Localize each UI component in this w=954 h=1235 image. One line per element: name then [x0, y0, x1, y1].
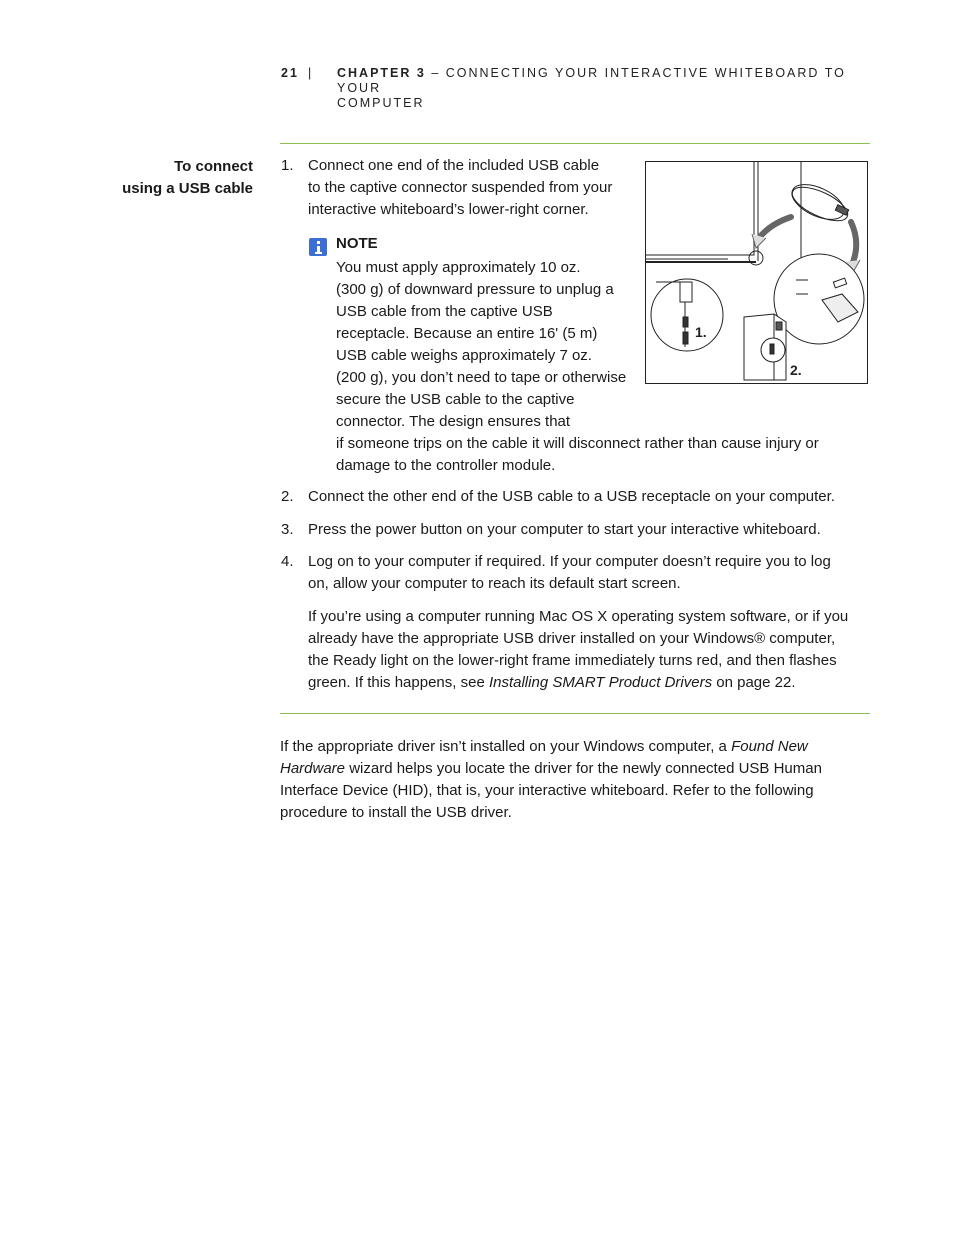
paragraph-line: wizard helps you locate the driver for the newly connected USB Human — [345, 760, 822, 777]
drivers-reference: Installing SMART Product Drivers — [488, 674, 713, 691]
paragraph-line: the Ready light on the lower-right frame immediately turns red, and then flashes — [308, 652, 837, 669]
step-3-number: 3. — [281, 521, 294, 538]
note-line: You must apply approximately 10 oz. — [336, 259, 581, 276]
paragraph-line: already have the appropriate USB driver installed on your Windows® computer, — [308, 630, 836, 647]
found-new-hardware-term: Found New — [731, 738, 808, 755]
step-4-line: Log on to your computer if required. If your computer doesn’t require you to log — [308, 553, 831, 570]
paragraph-line: If the appropriate driver isn’t installed on your Windows computer, a — [280, 738, 732, 755]
chapter-title — [337, 66, 877, 111]
paragraph-line-end: on page 22. — [712, 674, 796, 691]
step-4-number: 4. — [281, 553, 294, 570]
step-2-text: Connect the other end of the USB cable to a USB receptacle on your computer. — [308, 488, 835, 505]
figure-label-1: 1. — [695, 324, 707, 340]
step-1-number: 1. — [281, 157, 294, 174]
note-line: damage to the controller module. — [336, 457, 556, 474]
usb-connection-illustration — [645, 161, 868, 384]
header-separator: | — [308, 66, 314, 80]
step-1-line: to the captive connector suspended from your — [308, 179, 613, 196]
step-1-line: Connect one end of the included USB cable — [308, 157, 600, 174]
procedure-title-line1: To connect — [174, 158, 253, 175]
note-line: connector. The design ensures that — [336, 413, 571, 430]
section-rule-bottom — [280, 713, 870, 714]
procedure-title — [60, 156, 253, 200]
step-1-text — [308, 155, 638, 221]
chapter-title-rest: – CONNECTING YOUR INTERACTIVE WHITEBOARD TO YOUR — [337, 66, 846, 95]
step-2-number: 2. — [281, 488, 294, 505]
note-line: secure the USB cable to the captive — [336, 391, 575, 408]
note-line: receptacle. Because an entire 16' (5 m) — [336, 325, 598, 342]
info-icon — [309, 238, 327, 256]
figure-label-2: 2. — [790, 362, 802, 378]
paragraph-line: procedure to install the USB driver. — [280, 804, 512, 821]
procedure-title-line2: using a USB cable — [122, 180, 253, 197]
chapter-label: CHAPTER 3 — [337, 66, 426, 80]
note-line: if someone trips on the cable it will disconnect rather than cause injury or — [336, 435, 819, 452]
page-number: 21 — [281, 66, 299, 80]
note-line: USB cable weighs approximately 7 oz. — [336, 347, 592, 364]
paragraph-line: If you’re using a computer running Mac OS X operating system software, or if you — [308, 608, 849, 625]
found-new-hardware-term: Hardware — [280, 760, 346, 777]
step-3-text: Press the power button on your computer to start your interactive whiteboard. — [308, 521, 821, 538]
note-line: (300 g) of downward pressure to unplug a — [336, 281, 614, 298]
paragraph-line: Interface Device (HID), that is, your interactive whiteboard. Refer to the following — [280, 782, 814, 799]
closing-paragraph — [280, 736, 870, 824]
step-4-line: on, allow your computer to reach its default start screen. — [308, 575, 681, 592]
note-title: NOTE — [336, 235, 378, 252]
paragraph-line: green. If this happens, see — [308, 674, 489, 691]
section-rule-top — [280, 143, 870, 144]
step-1-line: interactive whiteboard’s lower-right corner. — [308, 201, 589, 218]
illustration-drawing — [646, 162, 868, 384]
note-line: USB cable from the captive USB — [336, 303, 553, 320]
step-4-paragraph — [308, 606, 873, 694]
chapter-title-line2: COMPUTER — [337, 96, 425, 110]
note-line: (200 g), you don’t need to tape or otherwise — [336, 369, 627, 386]
step-4-text — [308, 551, 873, 595]
